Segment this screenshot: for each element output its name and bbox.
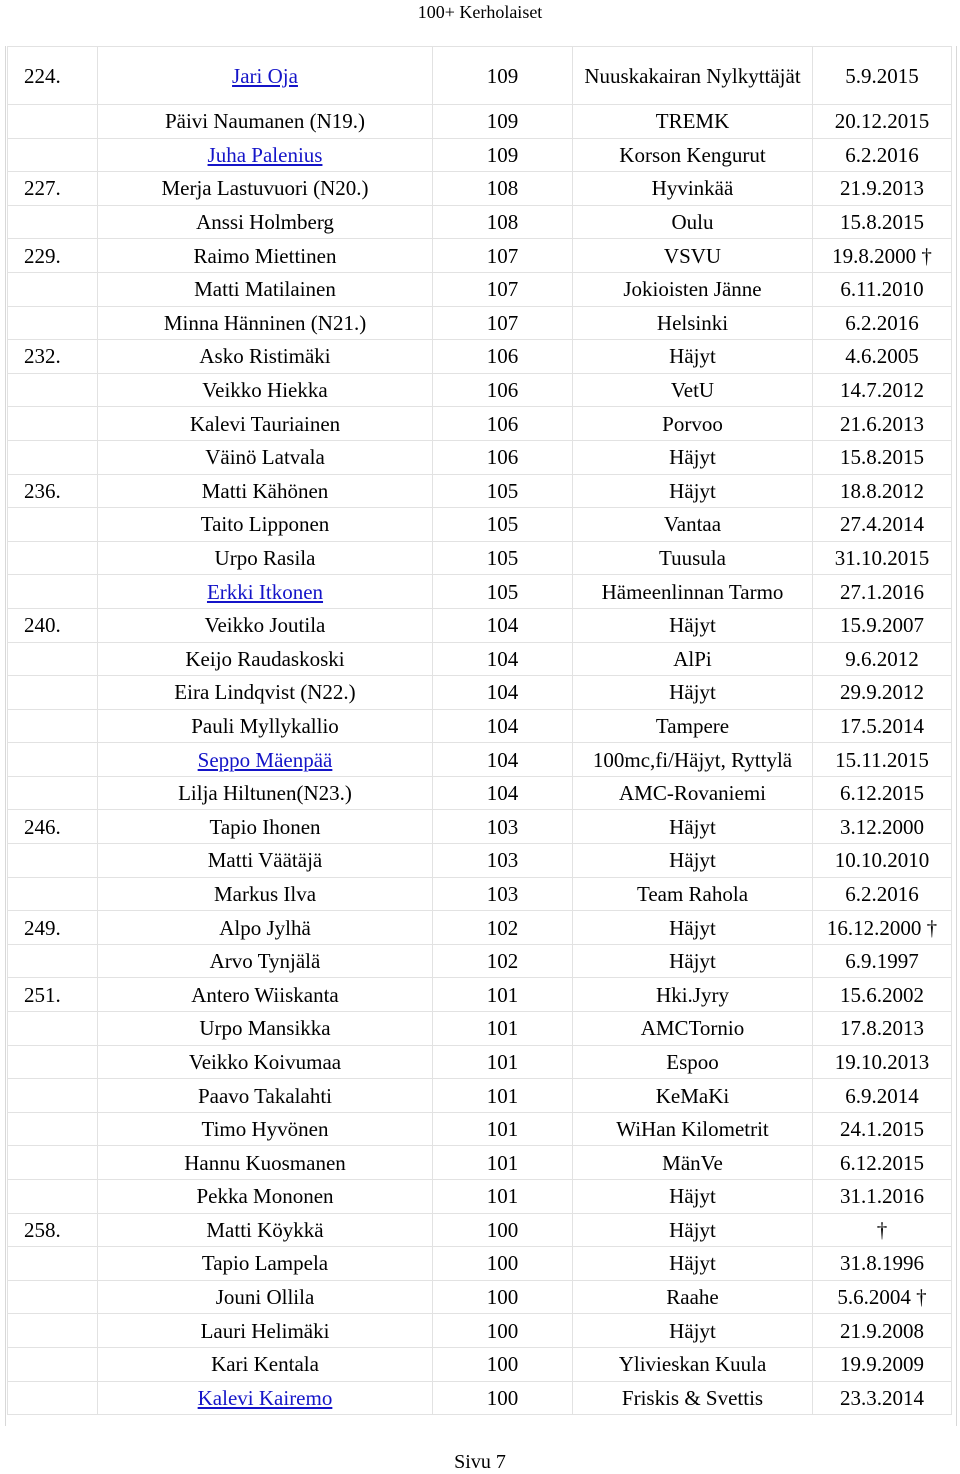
km-cell: 101 (433, 1112, 573, 1146)
km-cell: 100 (433, 1347, 573, 1381)
rank-cell (8, 1146, 98, 1180)
club-cell: KeMaKi (573, 1079, 813, 1113)
table-row (8, 541, 952, 575)
km-cell: 100 (433, 1213, 573, 1247)
date-cell: † (813, 1213, 952, 1247)
club-cell: Häjyt (573, 810, 813, 844)
date-cell: 10.10.2010 (813, 844, 952, 878)
name-cell: Pauli Myllykallio (98, 709, 433, 743)
table-row (8, 272, 952, 306)
date-cell: 6.2.2016 (813, 138, 952, 172)
date-cell: 20.12.2015 (813, 105, 952, 139)
table-row (8, 47, 952, 105)
date-cell: 5.9.2015 (813, 47, 952, 105)
name-cell: Hannu Kuosmanen (98, 1146, 433, 1180)
date-cell: 27.1.2016 (813, 575, 952, 609)
table-row (8, 776, 952, 810)
name-cell: Paavo Takalahti (98, 1079, 433, 1113)
table-row (8, 440, 952, 474)
club-cell: Häjyt (573, 474, 813, 508)
club-cell: Nuuskakairan Nylkyttäjät (573, 47, 813, 105)
rank-cell (8, 944, 98, 978)
table-row (8, 1045, 952, 1079)
club-cell: Tuusula (573, 541, 813, 575)
date-cell: 21.9.2013 (813, 172, 952, 206)
rank-cell (8, 1347, 98, 1381)
name-cell: Anssi Holmberg (98, 205, 433, 239)
date-cell: 15.8.2015 (813, 440, 952, 474)
km-cell: 106 (433, 407, 573, 441)
km-cell: 105 (433, 575, 573, 609)
km-cell: 104 (433, 676, 573, 710)
rank-cell (8, 138, 98, 172)
date-cell: 6.9.1997 (813, 944, 952, 978)
club-cell: Hyvinkää (573, 172, 813, 206)
table-row (8, 340, 952, 374)
club-cell: Hki.Jyry (573, 978, 813, 1012)
rank-cell: 249. (8, 911, 98, 945)
km-cell: 105 (433, 541, 573, 575)
member-link[interactable]: Kalevi Kairemo (197, 1385, 333, 1410)
km-cell: 100 (433, 1381, 573, 1415)
km-cell: 109 (433, 47, 573, 105)
table-row (8, 743, 952, 777)
date-cell: 6.12.2015 (813, 1146, 952, 1180)
rank-cell (8, 1381, 98, 1415)
name-cell: Timo Hyvönen (98, 1112, 433, 1146)
name-cell (98, 575, 433, 609)
club-cell: VSVU (573, 239, 813, 273)
page-footer: Sivu 7 (454, 1451, 506, 1473)
date-cell: 29.9.2012 (813, 676, 952, 710)
table-row (8, 1180, 952, 1214)
date-cell: 18.8.2012 (813, 474, 952, 508)
name-cell: Urpo Mansikka (98, 1012, 433, 1046)
club-cell: Häjyt (573, 1314, 813, 1348)
km-cell: 109 (433, 105, 573, 139)
rank-cell (8, 1045, 98, 1079)
date-cell: 31.10.2015 (813, 541, 952, 575)
rank-cell (8, 541, 98, 575)
table-row (8, 373, 952, 407)
name-cell: Matti Väätäjä (98, 844, 433, 878)
club-cell: Vantaa (573, 508, 813, 542)
date-cell: 5.6.2004 † (813, 1280, 952, 1314)
rank-cell (8, 1247, 98, 1281)
club-cell: AMCTornio (573, 1012, 813, 1046)
rank-cell (8, 743, 98, 777)
km-cell: 100 (433, 1247, 573, 1281)
name-cell: Jouni Ollila (98, 1280, 433, 1314)
name-cell: Pekka Mononen (98, 1180, 433, 1214)
table-row (8, 306, 952, 340)
name-cell: Veikko Joutila (98, 608, 433, 642)
club-cell: Häjyt (573, 1213, 813, 1247)
table-row (8, 1079, 952, 1113)
table-row (8, 205, 952, 239)
date-cell: 24.1.2015 (813, 1112, 952, 1146)
name-cell: Antero Wiiskanta (98, 978, 433, 1012)
member-link[interactable]: Seppo Mäenpää (197, 747, 333, 772)
club-cell: Häjyt (573, 944, 813, 978)
rank-cell (8, 844, 98, 878)
table-row (8, 1247, 952, 1281)
name-cell (98, 47, 433, 105)
name-cell: Matti Kähönen (98, 474, 433, 508)
name-cell: Lauri Helimäki (98, 1314, 433, 1348)
rank-cell (8, 407, 98, 441)
table-row (8, 575, 952, 609)
table-row (8, 978, 952, 1012)
club-cell: Tampere (573, 709, 813, 743)
club-cell: Ylivieskan Kuula (573, 1347, 813, 1381)
rank-cell (8, 440, 98, 474)
km-cell: 104 (433, 776, 573, 810)
rank-cell (8, 205, 98, 239)
km-cell: 107 (433, 272, 573, 306)
km-cell: 106 (433, 440, 573, 474)
date-cell: 31.8.1996 (813, 1247, 952, 1281)
name-cell: Markus Ilva (98, 877, 433, 911)
km-cell: 101 (433, 1146, 573, 1180)
date-cell: 19.10.2013 (813, 1045, 952, 1079)
km-cell: 104 (433, 608, 573, 642)
rank-cell (8, 877, 98, 911)
km-cell: 107 (433, 306, 573, 340)
name-cell: Päivi Naumanen (N19.) (98, 105, 433, 139)
name-cell: Lilja Hiltunen(N23.) (98, 776, 433, 810)
rank-cell (8, 1079, 98, 1113)
club-cell: Porvoo (573, 407, 813, 441)
rank-cell: 224. (8, 47, 98, 105)
km-cell: 102 (433, 944, 573, 978)
club-cell: Hämeenlinnan Tarmo (573, 575, 813, 609)
table-row (8, 1280, 952, 1314)
rank-cell (8, 1112, 98, 1146)
rank-cell (8, 508, 98, 542)
rank-cell (8, 373, 98, 407)
rank-cell: 258. (8, 1213, 98, 1247)
club-cell: Team Rahola (573, 877, 813, 911)
date-cell: 6.9.2014 (813, 1079, 952, 1113)
club-cell: WiHan Kilometrit (573, 1112, 813, 1146)
table-row (8, 877, 952, 911)
rank-cell: 227. (8, 172, 98, 206)
rank-cell (8, 1180, 98, 1214)
club-cell: Helsinki (573, 306, 813, 340)
table-row (8, 1112, 952, 1146)
table-row (8, 138, 952, 172)
name-cell: Matti Köykkä (98, 1213, 433, 1247)
name-cell: Kari Kentala (98, 1347, 433, 1381)
date-cell: 15.9.2007 (813, 608, 952, 642)
name-cell: Väinö Latvala (98, 440, 433, 474)
date-cell: 17.5.2014 (813, 709, 952, 743)
name-cell: Taito Lipponen (98, 508, 433, 542)
km-cell: 101 (433, 978, 573, 1012)
name-cell: Alpo Jylhä (98, 911, 433, 945)
rank-cell (8, 575, 98, 609)
date-cell: 15.6.2002 (813, 978, 952, 1012)
date-cell: 6.2.2016 (813, 877, 952, 911)
date-cell: 4.6.2005 (813, 340, 952, 374)
km-cell: 108 (433, 205, 573, 239)
date-cell: 9.6.2012 (813, 642, 952, 676)
name-cell: Raimo Miettinen (98, 239, 433, 273)
date-cell: 19.9.2009 (813, 1347, 952, 1381)
name-cell: Urpo Rasila (98, 541, 433, 575)
rank-cell (8, 642, 98, 676)
date-cell: 21.6.2013 (813, 407, 952, 441)
name-cell: Tapio Ihonen (98, 810, 433, 844)
club-cell: Häjyt (573, 340, 813, 374)
date-cell: 31.1.2016 (813, 1180, 952, 1214)
name-cell: Veikko Hiekka (98, 373, 433, 407)
km-cell: 104 (433, 642, 573, 676)
table-row (8, 1347, 952, 1381)
date-cell: 6.2.2016 (813, 306, 952, 340)
member-link[interactable]: Erkki Itkonen (206, 579, 324, 604)
name-cell: Asko Ristimäki (98, 340, 433, 374)
club-cell: VetU (573, 373, 813, 407)
name-cell: Veikko Koivumaa (98, 1045, 433, 1079)
km-cell: 102 (433, 911, 573, 945)
rank-cell (8, 306, 98, 340)
rank-cell: 246. (8, 810, 98, 844)
members-table-body (8, 47, 952, 1415)
club-cell: Häjyt (573, 440, 813, 474)
club-cell: Oulu (573, 205, 813, 239)
km-cell: 103 (433, 810, 573, 844)
name-cell: Tapio Lampela (98, 1247, 433, 1281)
table-row (8, 944, 952, 978)
club-cell: Häjyt (573, 608, 813, 642)
page-header: 100+ Kerholaiset (417, 2, 543, 22)
date-cell: 23.3.2014 (813, 1381, 952, 1415)
rank-cell: 229. (8, 239, 98, 273)
date-cell: 17.8.2013 (813, 1012, 952, 1046)
table-row (8, 911, 952, 945)
table-row (8, 474, 952, 508)
members-table (7, 46, 952, 1415)
rank-cell: 240. (8, 608, 98, 642)
rank-cell: 232. (8, 340, 98, 374)
name-cell (98, 1381, 433, 1415)
members-table-container (5, 46, 957, 1426)
name-cell: Arvo Tynjälä (98, 944, 433, 978)
table-row (8, 844, 952, 878)
club-cell: MänVe (573, 1146, 813, 1180)
name-cell (98, 743, 433, 777)
table-row (8, 1314, 952, 1348)
rank-cell (8, 776, 98, 810)
club-cell: Häjyt (573, 911, 813, 945)
club-cell: Korson Kengurut (573, 138, 813, 172)
km-cell: 108 (433, 172, 573, 206)
rank-cell (8, 676, 98, 710)
table-row (8, 642, 952, 676)
rank-cell (8, 105, 98, 139)
club-cell: Espoo (573, 1045, 813, 1079)
km-cell: 106 (433, 340, 573, 374)
member-link[interactable]: Jari Oja (232, 63, 298, 88)
table-row (8, 1381, 952, 1415)
table-row (8, 1213, 952, 1247)
table-row (8, 1012, 952, 1046)
date-cell: 6.12.2015 (813, 776, 952, 810)
km-cell: 109 (433, 138, 573, 172)
table-row (8, 608, 952, 642)
km-cell: 105 (433, 508, 573, 542)
club-cell: Häjyt (573, 844, 813, 878)
club-cell: Häjyt (573, 1247, 813, 1281)
km-cell: 101 (433, 1180, 573, 1214)
table-row (8, 810, 952, 844)
name-cell: Merja Lastuvuori (N20.) (98, 172, 433, 206)
club-cell: 100mc,fi/Häjyt, Ryttylä (573, 743, 813, 777)
club-cell: AlPi (573, 642, 813, 676)
date-cell: 21.9.2008 (813, 1314, 952, 1348)
km-cell: 105 (433, 474, 573, 508)
date-cell: 15.8.2015 (813, 205, 952, 239)
km-cell: 103 (433, 844, 573, 878)
name-cell: Kalevi Tauriainen (98, 407, 433, 441)
table-row (8, 676, 952, 710)
member-link[interactable]: Juha Palenius (207, 142, 323, 167)
club-cell: Friskis & Svettis (573, 1381, 813, 1415)
rank-cell (8, 1314, 98, 1348)
table-row (8, 508, 952, 542)
club-cell: TREMK (573, 105, 813, 139)
km-cell: 100 (433, 1314, 573, 1348)
name-cell: Matti Matilainen (98, 272, 433, 306)
club-cell: Raahe (573, 1280, 813, 1314)
rank-cell: 236. (8, 474, 98, 508)
date-cell: 6.11.2010 (813, 272, 952, 306)
table-row (8, 1146, 952, 1180)
rank-cell: 251. (8, 978, 98, 1012)
km-cell: 101 (433, 1079, 573, 1113)
club-cell: Häjyt (573, 676, 813, 710)
table-row (8, 709, 952, 743)
rank-cell (8, 272, 98, 306)
km-cell: 101 (433, 1045, 573, 1079)
date-cell: 15.11.2015 (813, 743, 952, 777)
km-cell: 101 (433, 1012, 573, 1046)
date-cell: 27.4.2014 (813, 508, 952, 542)
date-cell: 14.7.2012 (813, 373, 952, 407)
name-cell (98, 138, 433, 172)
km-cell: 104 (433, 709, 573, 743)
club-cell: Jokioisten Jänne (573, 272, 813, 306)
table-row (8, 172, 952, 206)
rank-cell (8, 1280, 98, 1314)
km-cell: 107 (433, 239, 573, 273)
name-cell: Minna Hänninen (N21.) (98, 306, 433, 340)
date-cell: 3.12.2000 (813, 810, 952, 844)
table-row (8, 239, 952, 273)
name-cell: Keijo Raudaskoski (98, 642, 433, 676)
km-cell: 103 (433, 877, 573, 911)
table-row (8, 105, 952, 139)
km-cell: 104 (433, 743, 573, 777)
km-cell: 106 (433, 373, 573, 407)
table-row (8, 407, 952, 441)
rank-cell (8, 1012, 98, 1046)
km-cell: 100 (433, 1280, 573, 1314)
date-cell: 19.8.2000 † (813, 239, 952, 273)
date-cell: 16.12.2000 † (813, 911, 952, 945)
club-cell: Häjyt (573, 1180, 813, 1214)
rank-cell (8, 709, 98, 743)
club-cell: AMC-Rovaniemi (573, 776, 813, 810)
name-cell: Eira Lindqvist (N22.) (98, 676, 433, 710)
